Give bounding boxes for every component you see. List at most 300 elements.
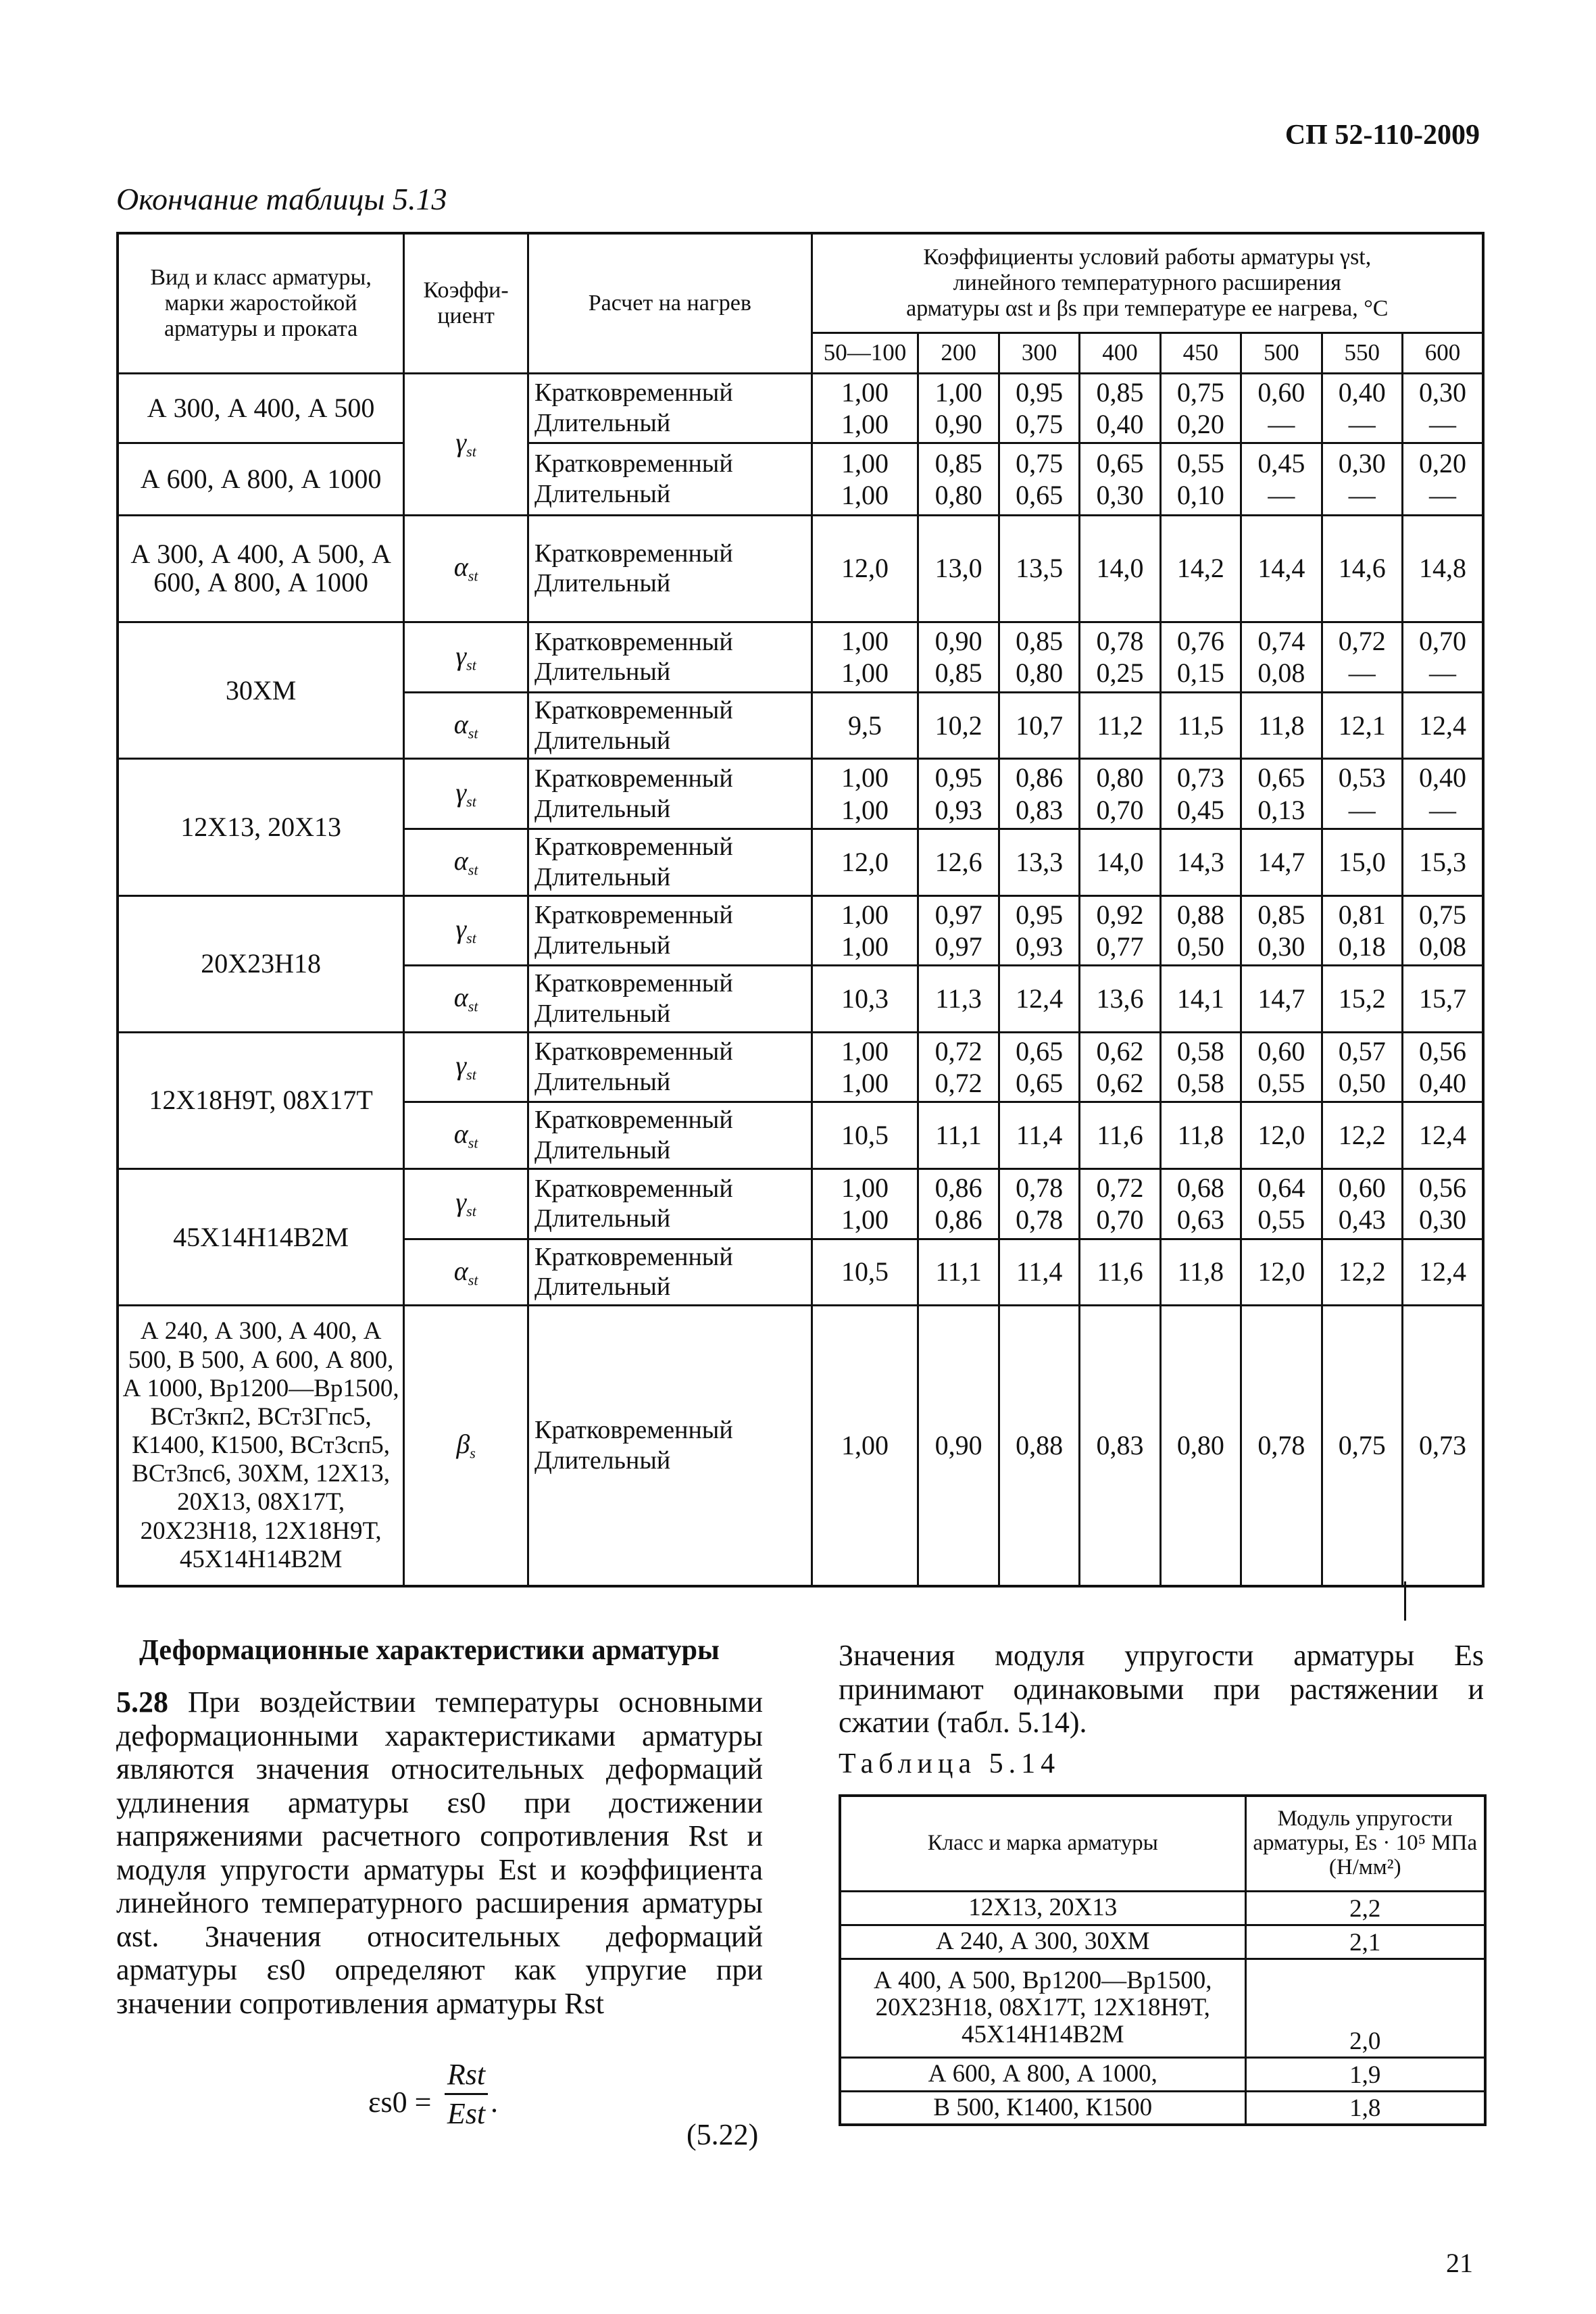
value-cell	[1160, 895, 1241, 966]
table-5-13	[116, 232, 1485, 1587]
value-cell: 10,7	[999, 692, 1079, 759]
value-cell: 15,3	[1402, 829, 1483, 895]
mode-cell	[528, 1032, 812, 1102]
value-short: 0,85	[1096, 376, 1144, 408]
value-short: 0,78	[1096, 626, 1144, 657]
value-long: 0,45	[1176, 794, 1224, 825]
value-short: 0,85	[1257, 899, 1305, 930]
value-cell	[812, 1032, 918, 1102]
value-cell: 10,5	[812, 1239, 918, 1306]
value-short: 0,40	[1338, 376, 1386, 408]
value-short: 0,76	[1176, 626, 1224, 657]
value-cell: 10,5	[812, 1102, 918, 1169]
coef-subscript: st	[466, 1203, 476, 1221]
table-row	[118, 515, 1483, 622]
value-cell: 12,4	[999, 966, 1079, 1033]
value-cell	[918, 759, 999, 829]
steel-cell: 12Х13, 20Х13	[118, 759, 404, 895]
value-cell	[1160, 373, 1241, 443]
coef-subscript: st	[468, 568, 478, 585]
value-short: 0,30	[1338, 447, 1386, 478]
value-short: 0,58	[1176, 1035, 1224, 1066]
steel-cell: 20Х23Н18	[118, 895, 404, 1032]
coef-symbol: γ	[455, 777, 467, 808]
mode-short: Кратковременный	[534, 1106, 733, 1135]
value-short: 1,00	[841, 899, 889, 930]
mode-short: Кратковременный	[534, 969, 733, 998]
paragraph-modulus: Значения модуля упругости арматуры Es принимают одинаковыми при растяжении и сжатии (табл. 5.14).	[839, 1639, 1484, 1739]
value-short: 0,90	[934, 626, 982, 657]
temp-col: 300	[999, 333, 1079, 373]
value-cell: 12,0	[1241, 1102, 1322, 1169]
value-cell: 12,0	[1241, 1239, 1322, 1306]
row-name: 12Х13, 20Х13	[840, 1891, 1245, 1925]
steel-cell: А 300, А 400, А 500, А 600, А 800, А 1000	[118, 515, 404, 622]
value-long: 0,20	[1176, 408, 1224, 439]
table-continuation-caption: Окончание таблицы 5.13	[116, 182, 447, 216]
temp-col: 400	[1080, 333, 1160, 373]
value-cell: 11,4	[999, 1102, 1079, 1169]
header-coef: Коэффи-циент	[404, 233, 528, 373]
value-cell	[999, 895, 1079, 966]
value-long: 0,30	[1418, 1204, 1466, 1235]
value-cell	[1080, 373, 1160, 443]
mode-short: Кратковременный	[534, 832, 733, 861]
value-short: 0,86	[934, 1173, 982, 1204]
mode-short: Кратковременный	[534, 1174, 733, 1203]
value-cell	[1402, 373, 1483, 443]
value-cell: 13,6	[1080, 966, 1160, 1033]
value-cell: 13,3	[999, 829, 1079, 895]
table-row	[840, 1959, 1485, 2057]
value-long: 0,65	[1016, 1068, 1064, 1099]
page-number: 21	[1446, 2248, 1473, 2278]
table-row	[118, 443, 1483, 515]
value-cell: 10,3	[812, 966, 918, 1033]
value-cell	[812, 895, 918, 966]
value-cell: 11,5	[1160, 692, 1241, 759]
value-cell	[1080, 895, 1160, 966]
mode-long: Длительный	[534, 1204, 671, 1233]
value-cell	[1241, 443, 1322, 515]
paragraph-text: При воздействии температуры основными деформационными характеристиками арматуры являются значения относительных деформаций удлинения арматуры εs0 при достижении напряжениями расчетного сопротивления Rst и модуля упругости арматуры Est и коэффициента линейного температурного расширения арматуры αst. Значения относительных деформаций арматуры εs0 определяют как упругие при значении сопротивления арматуры Rst	[116, 1685, 763, 2020]
value-long: 0,55	[1257, 1068, 1305, 1099]
value-cell	[1322, 895, 1402, 966]
table-row	[118, 895, 1483, 966]
value-long: 1,00	[841, 931, 889, 962]
value-long: —	[1348, 658, 1376, 689]
coef-symbol: α	[453, 1255, 468, 1286]
value-cell: 11,1	[918, 1239, 999, 1306]
coef-subscript: st	[468, 861, 478, 879]
value-cell: 14,8	[1402, 515, 1483, 622]
coef-cell	[404, 692, 528, 759]
coef-symbol: α	[453, 1118, 468, 1150]
row-value: 2,0	[1245, 1959, 1485, 2057]
value-short: 1,00	[841, 762, 889, 793]
value-long: 0,77	[1096, 931, 1144, 962]
value-short: 0,75	[1418, 899, 1466, 930]
value-short: 1,00	[841, 1035, 889, 1066]
temp-col: 50—100	[812, 333, 918, 373]
value-cell	[918, 1169, 999, 1239]
value-cell: 12,2	[1322, 1239, 1402, 1306]
row-name: А 400, А 500, Вр1200—Вр1500, 20Х23Н18, 08Х17Т, 12Х18Н9Т, 45Х14Н14В2М	[840, 1959, 1245, 2057]
coef-cell	[404, 759, 528, 829]
value-short: 0,68	[1176, 1173, 1224, 1204]
value-long: 0,80	[934, 479, 982, 510]
value-long: 0,78	[1016, 1204, 1064, 1235]
coef-cell	[404, 1239, 528, 1306]
row-value: 2,2	[1245, 1891, 1485, 1925]
value-long: 0,62	[1096, 1068, 1144, 1099]
coef-subscript: st	[466, 793, 476, 810]
value-long: 0,83	[1016, 794, 1064, 825]
value-long: 0,93	[934, 794, 982, 825]
value-long: 0,18	[1338, 931, 1386, 962]
value-long: 1,00	[841, 658, 889, 689]
header-class: Класс и марка арматуры	[840, 1796, 1245, 1891]
document-code: СП 52-110-2009	[1285, 120, 1480, 151]
value-short: 0,73	[1176, 762, 1224, 793]
value-short: 0,80	[1096, 762, 1144, 793]
value-cell	[812, 622, 918, 693]
value-cell: 11,8	[1241, 692, 1322, 759]
value-cell	[1241, 1032, 1322, 1102]
coef-cell	[404, 1169, 528, 1239]
value-cell: 15,0	[1322, 829, 1402, 895]
value-long: 1,00	[841, 1204, 889, 1235]
mode-cell	[528, 1102, 812, 1169]
value-cell	[1402, 1169, 1483, 1239]
table-row	[840, 1925, 1485, 1959]
mode-short: Кратковременный	[534, 378, 733, 407]
coef-cell	[404, 1102, 528, 1169]
value-long: —	[1268, 479, 1295, 510]
value-long: 0,93	[1016, 931, 1064, 962]
value-cell	[999, 443, 1079, 515]
value-cell	[1080, 622, 1160, 693]
mode-short: Кратковременный	[534, 449, 733, 478]
value-cell: 14,3	[1160, 829, 1241, 895]
value-long: 0,50	[1338, 1068, 1386, 1099]
value-short: 1,00	[841, 626, 889, 657]
mode-cell	[528, 966, 812, 1033]
value-cell: 14,6	[1322, 515, 1402, 622]
mode-long: Длительный	[534, 1136, 671, 1165]
mode-cell	[528, 443, 812, 515]
value-cell: 0,75	[1322, 1306, 1402, 1586]
coef-cell	[404, 515, 528, 622]
temp-col: 550	[1322, 333, 1402, 373]
value-long: 0,08	[1418, 931, 1466, 962]
row-value: 2,1	[1245, 1925, 1485, 1959]
coef-subscript: st	[466, 1066, 476, 1083]
coef-subscript: st	[468, 998, 478, 1015]
mode-long: Длительный	[534, 1273, 671, 1302]
value-cell: 11,8	[1160, 1102, 1241, 1169]
value-short: 0,75	[1176, 376, 1224, 408]
value-cell: 15,2	[1322, 966, 1402, 1033]
value-short: 0,30	[1418, 376, 1466, 408]
value-short: 0,92	[1096, 899, 1144, 930]
header-coef-group-line3: арматуры αst и βs при температуре ее нагрева, °С	[906, 295, 1389, 321]
value-long: 0,72	[934, 1068, 982, 1099]
value-cell	[812, 759, 918, 829]
value-long: 0,30	[1257, 931, 1305, 962]
header-modulus: Модуль упругости арматуры, Es · 10⁵ МПа (Н/мм²)	[1245, 1796, 1485, 1891]
value-short: 0,57	[1338, 1035, 1386, 1066]
value-short: 0,65	[1016, 1035, 1064, 1066]
value-cell	[1080, 1169, 1160, 1239]
value-cell	[1322, 1169, 1402, 1239]
coef-subscript: st	[466, 443, 476, 460]
formula-lhs: εs0 =	[368, 2086, 432, 2119]
mode-short: Кратковременный	[534, 539, 733, 568]
mode-long: Длительный	[534, 1068, 671, 1097]
value-short: 0,70	[1418, 626, 1466, 657]
value-long: 1,00	[841, 1068, 889, 1099]
coef-cell	[404, 1032, 528, 1102]
value-long: 0,97	[934, 931, 982, 962]
coef-cell	[404, 373, 528, 515]
value-long: 0,70	[1096, 1204, 1144, 1235]
value-cell: 10,2	[918, 692, 999, 759]
value-cell: 15,7	[1402, 966, 1483, 1033]
mode-long: Длительный	[534, 794, 671, 823]
coef-subscript: s	[470, 1444, 476, 1462]
table-5-14	[839, 1794, 1487, 2126]
row-value: 1,9	[1245, 2057, 1485, 2091]
value-cell: 0,80	[1160, 1306, 1241, 1586]
paragraph-number: 5.28	[116, 1685, 168, 1719]
value-short: 0,78	[1016, 1173, 1064, 1204]
steel-cell: 30ХМ	[118, 622, 404, 759]
mode-cell	[528, 692, 812, 759]
value-long: 1,00	[841, 794, 889, 825]
table-row	[118, 373, 1483, 443]
coef-symbol: γ	[455, 427, 467, 458]
temp-col: 600	[1402, 333, 1483, 373]
value-long: 0,50	[1176, 931, 1224, 962]
value-long: 0,15	[1176, 658, 1224, 689]
header-type: Вид и класс арматуры, марки жаростойкой арматуры и проката	[118, 233, 404, 373]
section-heading: Деформационные характеристики арматуры	[139, 1635, 720, 1666]
mode-cell	[528, 622, 812, 693]
coef-subscript: st	[468, 1135, 478, 1152]
value-cell: 9,5	[812, 692, 918, 759]
margin-rule	[1404, 1581, 1406, 1621]
coef-cell	[404, 1306, 528, 1586]
coef-symbol: α	[453, 982, 468, 1013]
value-cell	[1402, 443, 1483, 515]
value-long: 0,25	[1096, 658, 1144, 689]
value-cell	[1402, 622, 1483, 693]
value-cell	[1241, 622, 1322, 693]
value-cell: 1,00	[812, 1306, 918, 1586]
formula-numerator: Rst	[445, 2057, 488, 2095]
value-short: 0,88	[1176, 899, 1224, 930]
value-cell	[1402, 895, 1483, 966]
mode-cell	[528, 515, 812, 622]
value-cell	[918, 373, 999, 443]
coef-subscript: st	[468, 724, 478, 742]
value-short: 0,60	[1257, 376, 1305, 408]
coef-symbol: γ	[455, 1187, 467, 1218]
value-long: —	[1428, 408, 1456, 439]
row-value: 1,8	[1245, 2091, 1485, 2125]
mode-short: Кратковременный	[534, 627, 733, 656]
coef-symbol: β	[456, 1429, 470, 1460]
value-cell: 11,3	[918, 966, 999, 1033]
coef-symbol: α	[453, 708, 468, 739]
value-short: 0,65	[1096, 447, 1144, 478]
value-long: 0,40	[1418, 1068, 1466, 1099]
value-long: —	[1348, 479, 1376, 510]
value-cell: 13,5	[999, 515, 1079, 622]
value-cell: 13,0	[918, 515, 999, 622]
value-long: 1,00	[841, 479, 889, 510]
value-cell: 11,2	[1080, 692, 1160, 759]
value-cell: 12,4	[1402, 1239, 1483, 1306]
value-short: 0,97	[934, 899, 982, 930]
formula-fraction	[445, 2057, 488, 2131]
value-long: 0,90	[934, 408, 982, 439]
value-cell	[1241, 373, 1322, 443]
value-long: 0,58	[1176, 1068, 1224, 1099]
value-cell	[1402, 759, 1483, 829]
value-short: 0,72	[1096, 1173, 1144, 1204]
value-cell	[1241, 759, 1322, 829]
value-short: 0,56	[1418, 1035, 1466, 1066]
value-short: 0,75	[1016, 447, 1064, 478]
value-cell	[1080, 1032, 1160, 1102]
value-cell	[1160, 1169, 1241, 1239]
mode-cell	[528, 1306, 812, 1586]
mode-cell	[528, 759, 812, 829]
value-cell: 11,1	[918, 1102, 999, 1169]
header-coef-group-line2: линейного температурного расширения	[953, 270, 1341, 295]
mode-cell	[528, 1169, 812, 1239]
value-cell	[918, 1032, 999, 1102]
coef-cell	[404, 895, 528, 966]
value-cell: 11,6	[1080, 1102, 1160, 1169]
value-cell	[1160, 1032, 1241, 1102]
value-cell: 0,83	[1080, 1306, 1160, 1586]
value-short: 0,95	[1016, 376, 1064, 408]
value-cell: 11,4	[999, 1239, 1079, 1306]
value-long: 0,30	[1096, 479, 1144, 510]
value-cell	[918, 622, 999, 693]
value-cell: 12,0	[812, 829, 918, 895]
value-short: 0,64	[1257, 1173, 1305, 1204]
mode-long: Длительный	[534, 931, 671, 960]
table-row	[118, 1306, 1483, 1586]
temp-col: 200	[918, 333, 999, 373]
value-cell: 14,4	[1241, 515, 1322, 622]
value-cell: 12,4	[1402, 692, 1483, 759]
mode-short: Кратковременный	[534, 1242, 733, 1271]
value-long: —	[1348, 794, 1376, 825]
coef-cell	[404, 622, 528, 693]
coef-cell	[404, 829, 528, 895]
header-coef-group-line1: Коэффициенты условий работы арматуры γst,	[923, 244, 1372, 270]
value-long: —	[1268, 408, 1295, 439]
value-short: 0,81	[1338, 899, 1386, 930]
value-cell: 0,90	[918, 1306, 999, 1586]
value-short: 0,60	[1257, 1035, 1305, 1066]
formula-number: (5.22)	[687, 2118, 759, 2151]
value-long: 1,00	[841, 408, 889, 439]
value-short: 1,00	[841, 376, 889, 408]
mode-long: Длительный	[534, 862, 671, 891]
temp-col: 450	[1160, 333, 1241, 373]
value-short: 0,95	[1016, 899, 1064, 930]
table-row	[118, 1169, 1483, 1239]
row-name: А 240, А 300, 30ХМ	[840, 1925, 1245, 1959]
table-row	[118, 759, 1483, 829]
value-short: 0,55	[1176, 447, 1224, 478]
row-name: В 500, К1400, К1500	[840, 2091, 1245, 2125]
coef-subscript: st	[466, 656, 476, 674]
coef-symbol: α	[453, 845, 468, 876]
value-short: 1,00	[841, 1173, 889, 1204]
steel-cell: А 240, А 300, А 400, А 500, В 500, А 600, А 800, А 1000, Вр1200—Вр1500, ВСт3кп2, ВСт3Гпс5, К1400, К1500, ВСт3сп5, ВСт3пс6, 30ХМ, 12Х13, 20Х13, 08Х17Т, 20Х23Н18, 12Х18Н9Т, 45Х14Н14В2М	[118, 1306, 404, 1586]
coef-cell	[404, 966, 528, 1033]
mode-long: Длительный	[534, 569, 671, 598]
mode-cell	[528, 373, 812, 443]
value-cell: 14,7	[1241, 966, 1322, 1033]
table-row	[840, 2091, 1485, 2125]
table-row	[118, 622, 1483, 693]
value-long: 0,10	[1176, 479, 1224, 510]
steel-cell: А 600, А 800, А 1000	[118, 443, 404, 515]
value-cell	[999, 622, 1079, 693]
steel-cell: А 300, А 400, А 500	[118, 373, 404, 443]
value-cell: 11,8	[1160, 1239, 1241, 1306]
mode-short: Кратковременный	[534, 1416, 733, 1445]
value-short: 0,56	[1418, 1173, 1466, 1204]
value-long: 0,80	[1016, 658, 1064, 689]
value-short: 0,60	[1338, 1173, 1386, 1204]
steel-cell: 12Х18Н9Т, 08Х17Т	[118, 1032, 404, 1168]
table-row	[840, 2057, 1485, 2091]
table-row	[118, 1032, 1483, 1102]
mode-short: Кратковременный	[534, 764, 733, 793]
value-cell: 14,2	[1160, 515, 1241, 622]
value-short: 1,00	[934, 376, 982, 408]
row-name: А 600, А 800, А 1000,	[840, 2057, 1245, 2091]
value-short: 0,85	[1016, 626, 1064, 657]
value-short: 0,40	[1418, 762, 1466, 793]
value-long: —	[1428, 658, 1456, 689]
value-long: 0,13	[1257, 794, 1305, 825]
mode-long: Длительный	[534, 408, 671, 437]
value-long: 0,43	[1338, 1204, 1386, 1235]
paragraph-5-28	[116, 1685, 763, 2020]
mode-cell	[528, 1239, 812, 1306]
value-cell: 0,88	[999, 1306, 1079, 1586]
coef-symbol: α	[453, 551, 468, 583]
value-cell	[1241, 895, 1322, 966]
mode-cell	[528, 829, 812, 895]
coef-symbol: γ	[455, 914, 467, 945]
value-cell	[1322, 443, 1402, 515]
value-short: 0,53	[1338, 762, 1386, 793]
value-short: 0,65	[1257, 762, 1305, 793]
value-cell: 12,4	[1402, 1102, 1483, 1169]
value-cell	[1322, 373, 1402, 443]
